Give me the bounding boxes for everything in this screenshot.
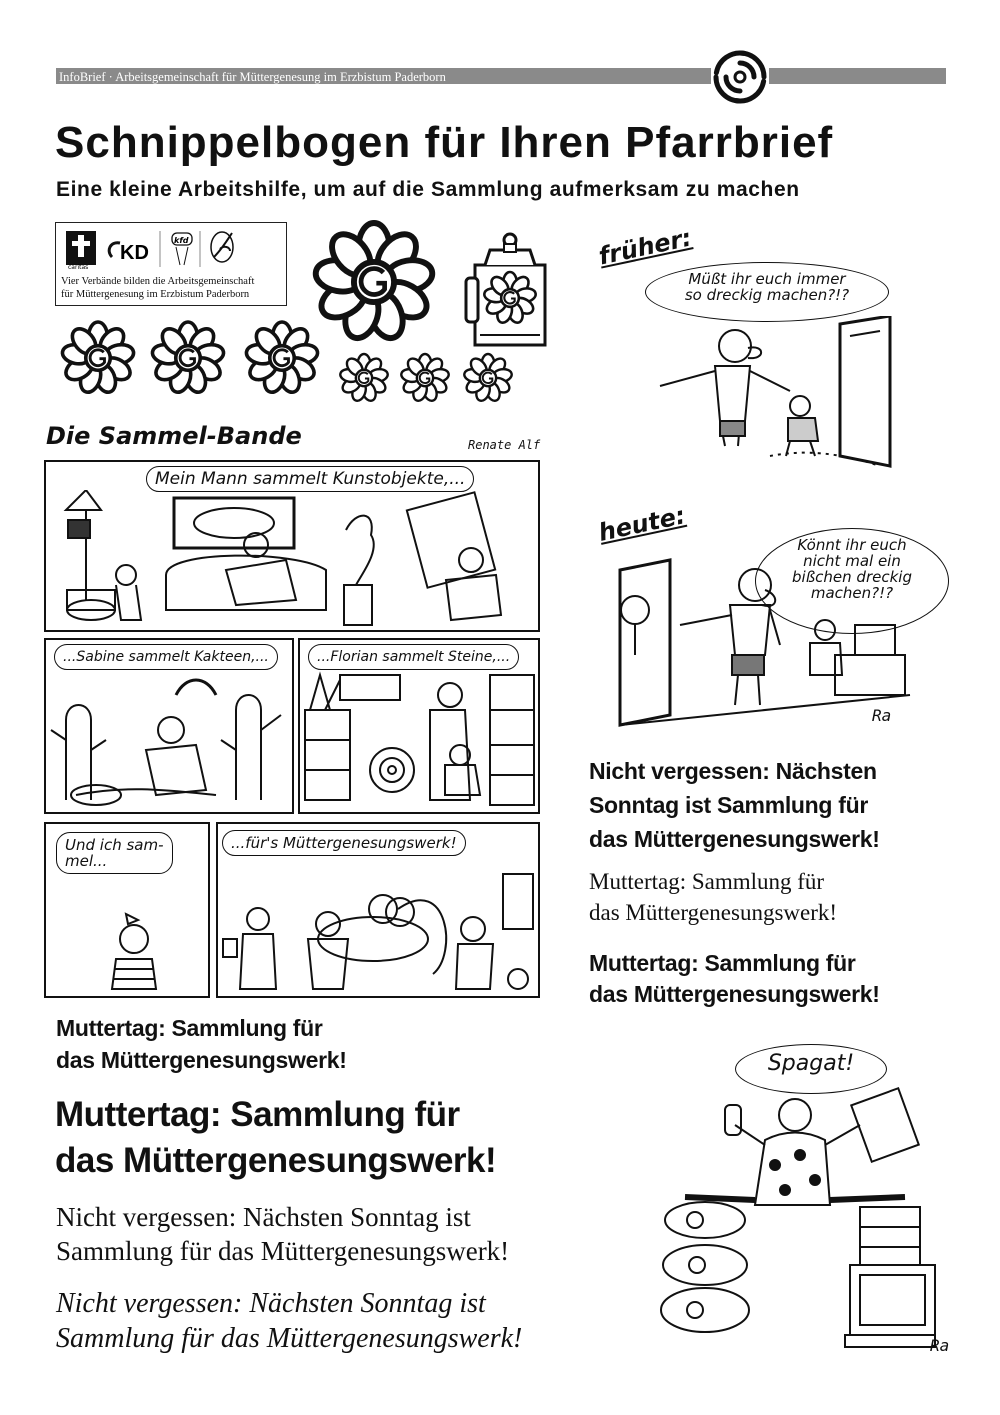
kfd-logo-icon [172, 233, 192, 265]
medium-flower-icon-3 [245, 322, 319, 395]
header-bar [56, 68, 946, 84]
left-slogan-4: Nicht vergessen: Nächsten Sonntag ist Sammlung für das Müttergenesungswerk! [56, 1288, 523, 1354]
logo-box-caption: Vier Verbände bilden die Arbeitsgemeinschaft für Müttergenesung im Erzbistum Paderborn [61, 276, 255, 300]
cartoon-today-bubble: Könnt ihr euch nicht mal ein bißchen dreckig machen?!? [755, 528, 949, 634]
panel-3-drawing [305, 675, 534, 805]
swirl-logo-icon [711, 48, 769, 106]
cartoon-before-label: früher: [596, 223, 695, 271]
header-bar-text: InfoBrief · Arbeitsgemeinschaft für Müttergenesung im Erzbistum Paderborn [59, 70, 446, 84]
small-flower-icon-3 [463, 354, 512, 403]
svg-text:KD: KD [120, 242, 149, 264]
page-subtitle: Eine kleine Arbeitshilfe, um auf die Sammlung aufmerksam zu machen [56, 178, 800, 201]
panel-4-caption: Und ich sam- mel... [56, 832, 173, 874]
cartoon-before-drawing [640, 316, 900, 476]
comic-panel-1 [44, 460, 540, 632]
logo-box [55, 222, 287, 306]
panel-5-drawing [223, 874, 533, 989]
panel-2-caption: ...Sabine sammelt Kakteen,... [54, 644, 278, 670]
spagat-signature: Ra [930, 1336, 950, 1355]
cartoon-before-bubble: Müßt ihr euch immer so dreckig machen?!? [645, 262, 889, 322]
cartoon-today-signature: Ra [872, 706, 892, 725]
small-flower-icon-1 [339, 354, 388, 403]
medium-flower-icon-1 [61, 322, 135, 395]
panel-3-caption: ...Florian sammelt Steine,... [308, 644, 519, 670]
logo-row [64, 229, 278, 269]
small-flowers-row [50, 310, 530, 410]
comic-panel-2 [44, 638, 294, 814]
kd-logo-icon [109, 242, 149, 264]
page-title: Schnippelbogen für Ihren Pfarrbrief [55, 118, 834, 167]
cartoon-today-label: heute: [596, 501, 688, 547]
panel-1-caption: Mein Mann sammelt Kunstobjekte,... [146, 466, 474, 492]
right-slogan-1: Nicht vergessen: Nächsten Sonntag ist Sammlung für das Müttergenesungswerk! [589, 758, 880, 852]
spagat-bubble: Spagat! [735, 1044, 887, 1094]
fourth-association-logo-icon [211, 232, 233, 262]
left-slogan-3: Nicht vergessen: Nächsten Sonntag ist Sammlung für das Müttergenesungswerk! [56, 1202, 510, 1266]
comic-artist: Renate Alf [468, 438, 541, 452]
comic-panel-5 [216, 822, 540, 998]
caritas-logo-icon [66, 231, 96, 265]
right-slogan-3: Muttertag: Sammlung für das Müttergenesungswerk! [589, 950, 880, 1007]
small-flower-icon-2 [400, 354, 449, 403]
svg-text:kfd: kfd [174, 236, 189, 245]
comic-panel-3 [298, 638, 540, 814]
spagat-drawing [655, 1085, 975, 1355]
right-slogan-2: Muttertag: Sammlung für das Müttergenesungswerk! [589, 869, 838, 925]
left-slogan-1: Muttertag: Sammlung für das Müttergenesungswerk! [56, 1015, 347, 1073]
panel-2-drawing [51, 680, 281, 805]
comic-title: Die Sammel-Bande [46, 422, 302, 450]
comic-panel-4 [44, 822, 210, 998]
panel-1-drawing [66, 490, 501, 625]
logo-caritas-text: caritas [68, 264, 89, 269]
left-slogan-2: Muttertag: Sammlung für das Müttergenesungswerk! [55, 1095, 497, 1180]
medium-flower-icon-2 [151, 322, 225, 395]
panel-5-caption: ...für's Müttergenesungswerk! [222, 830, 466, 856]
panel-4-drawing [112, 914, 156, 989]
